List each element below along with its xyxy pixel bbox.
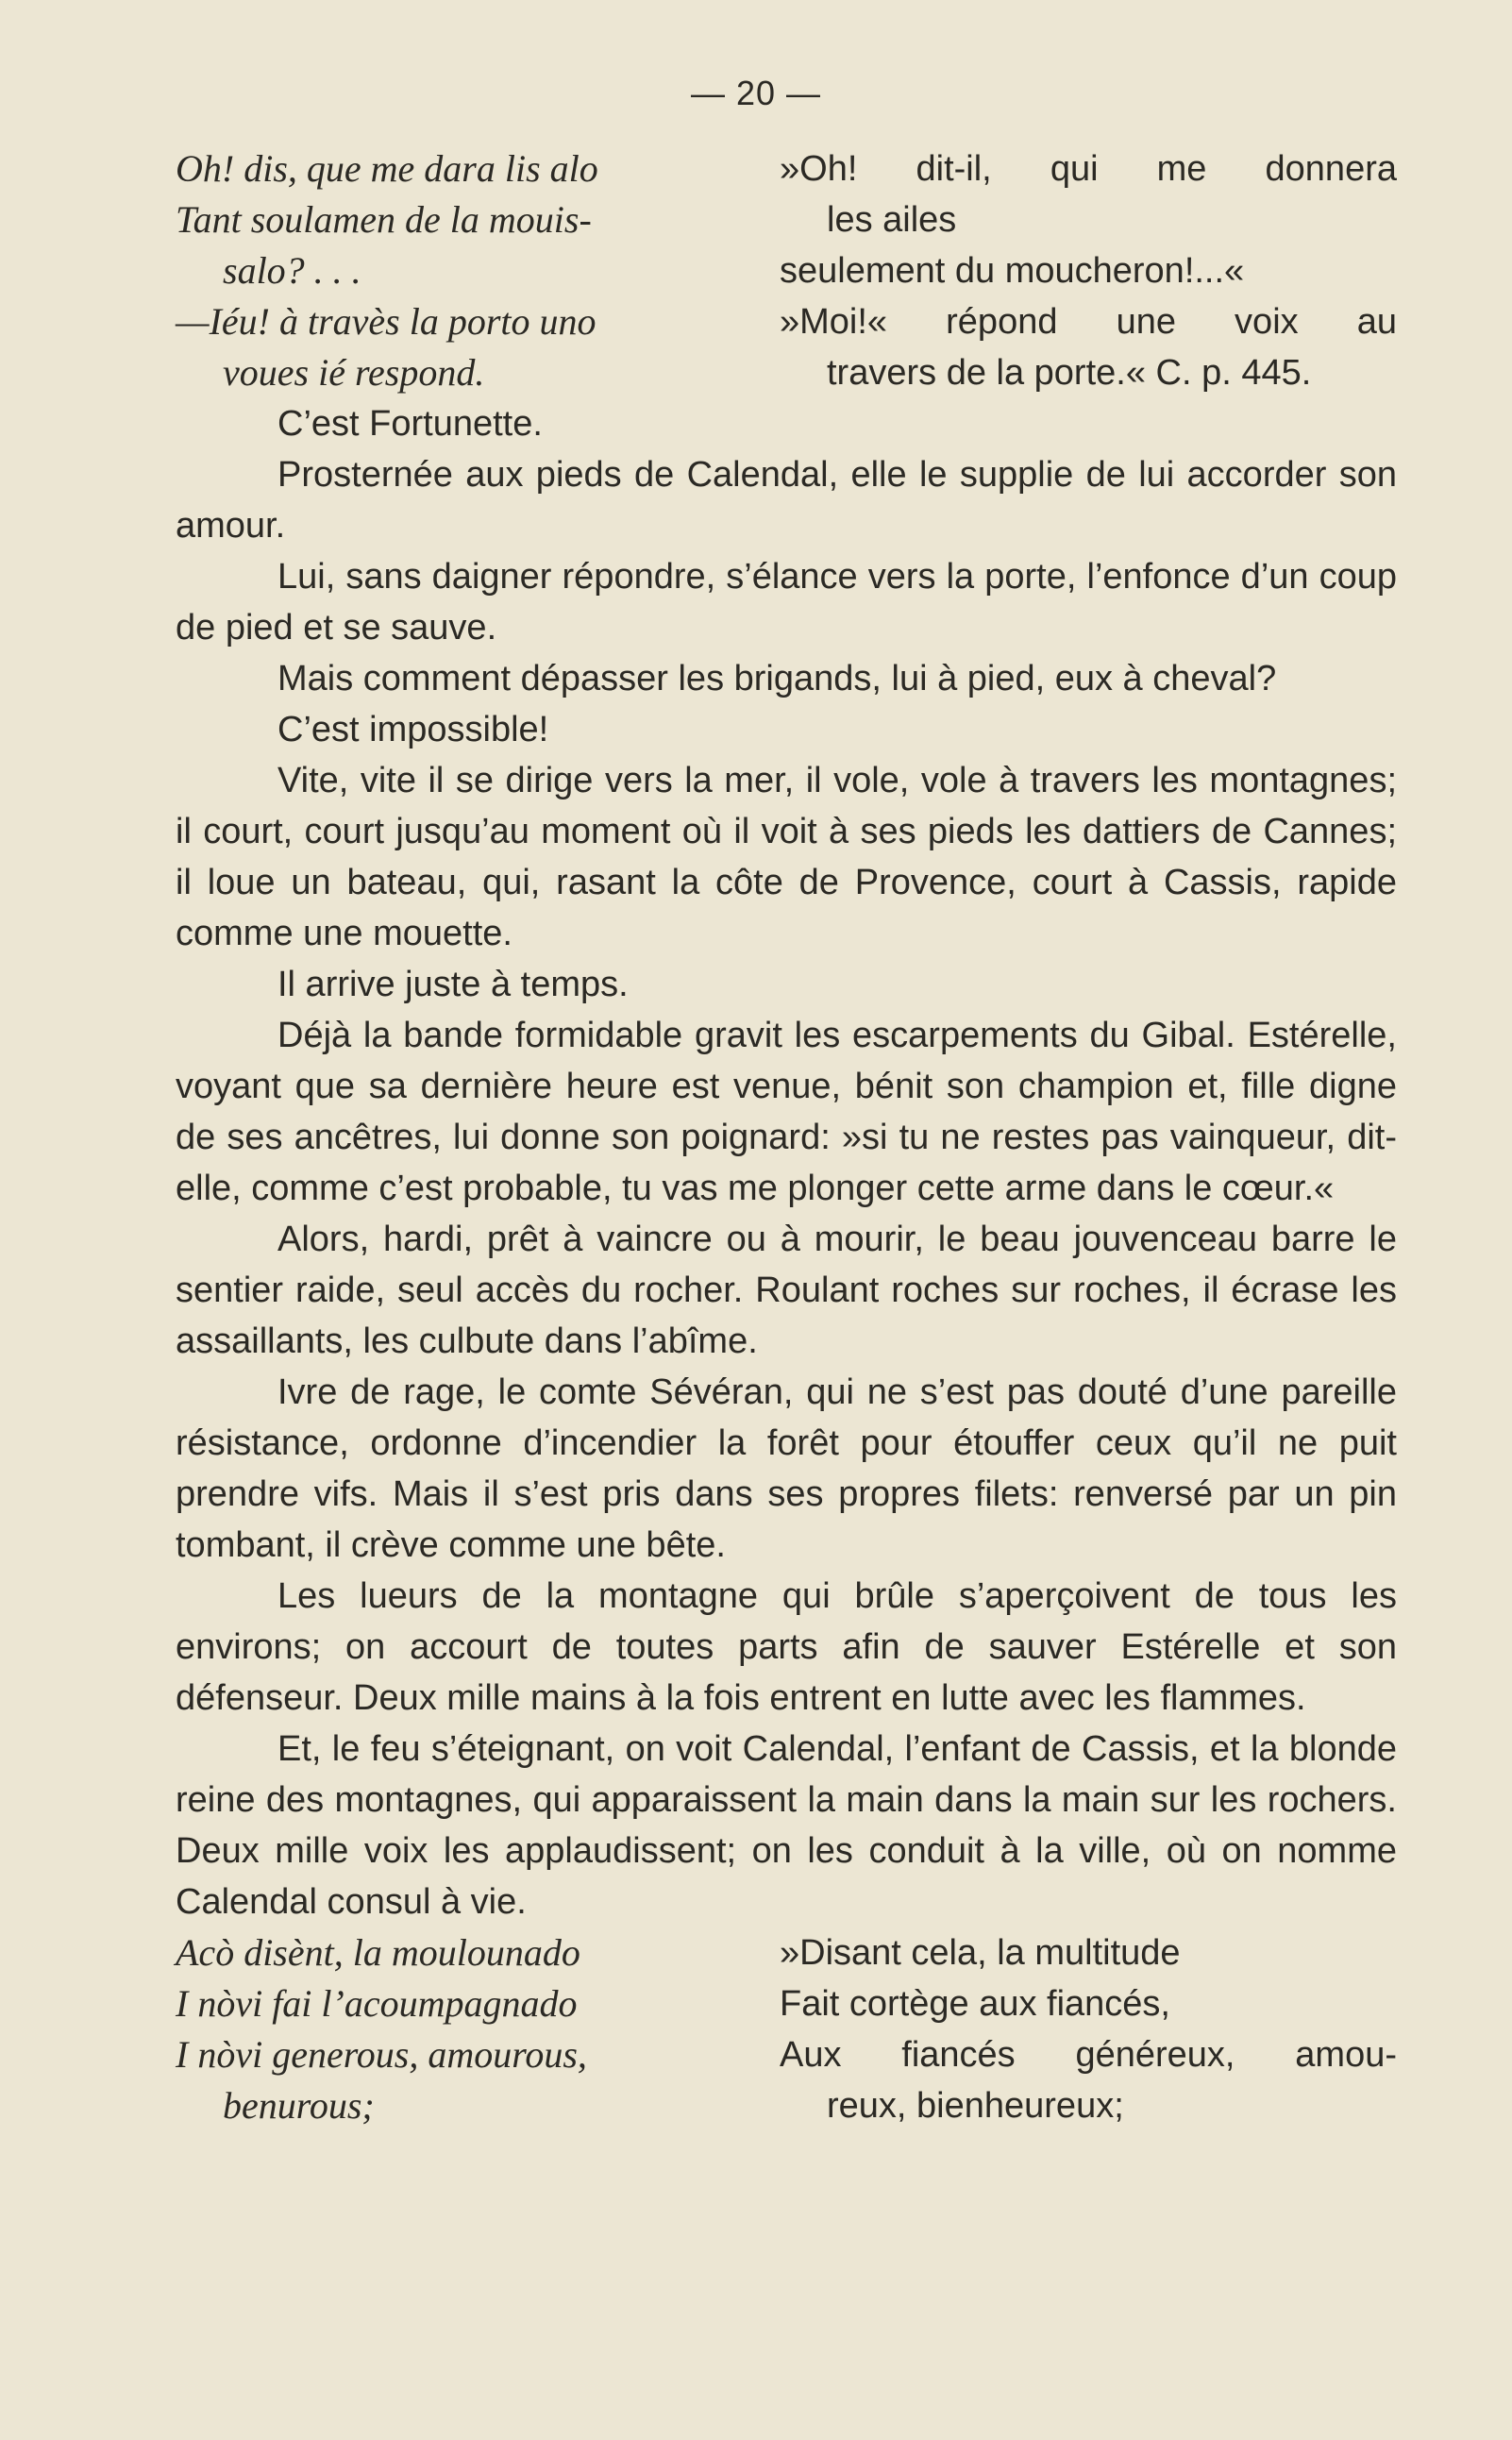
occitan-line: I nòvi generous, amourous, <box>176 2033 587 2076</box>
french-line: »Moi!« répond une voix au <box>780 302 1397 342</box>
french-line: travers de la porte.« C. p. 445. <box>827 353 1312 393</box>
occitan-line: Tant soulamen de la mouis- <box>176 198 592 241</box>
paragraph: C’est impossible! <box>277 710 549 749</box>
french-line: reux, bienheureux; <box>827 2086 1124 2126</box>
french-line: »Oh! dit-il, qui me donnera <box>780 149 1397 189</box>
occitan-column <box>176 143 780 398</box>
prose <box>176 398 1397 1927</box>
paragraph: Ivre de rage, le comte Sévéran, qui ne s’est pas douté d’une pareille résistance, ordonne d’incendier la forêt pour étouffer ceux qu’il ne puit prendre vifs. Mais il s’est pris dans ses propres filets: renversé par un pin tombant, il crève comme une bête. <box>176 1372 1397 1565</box>
paragraph: Et, le feu s’éteignant, on voit Calendal, l’enfant de Cassis, et la blonde reine des montagnes, qui apparaissent la main dans la main sur les rochers. Deux mille voix les applaudissent; on les conduit à la ville, où on nomme Calendal consul à vie. <box>176 1729 1397 1922</box>
occitan-line: benurous; <box>223 2084 375 2127</box>
french-line: Fait cortège aux fiancés, <box>780 1984 1170 2024</box>
paragraph: C’est Fortunette. <box>277 404 543 444</box>
occitan-line: —Iéu! à travès la porto uno <box>176 300 596 343</box>
occitan-line: salo? . . . <box>223 249 361 292</box>
paragraph: Vite, vite il se dirige vers la mer, il vole, vole à travers les montagnes; il court, court jusqu’au moment où il voit à ses pieds les dattiers de Cannes; il loue un bateau, qui, rasant la côte de Provence, court à Cassis, rapide comme une mouette. <box>176 761 1397 953</box>
paragraph: Prosternée aux pieds de Calendal, elle le supplie de lui accorder son amour. <box>176 455 1397 546</box>
french-column <box>780 1927 1397 2131</box>
french-line: les ailes <box>827 200 957 240</box>
french-column <box>780 143 1397 398</box>
occitan-line: Oh! dis, que me dara lis alo <box>176 147 598 190</box>
occitan-column <box>176 1927 780 2131</box>
paragraph: Les lueurs de la montagne qui brûle s’aperçoivent de tous les environs; on accourt de toutes parts afin de sauver Estérelle et son défenseur. Deux mille mains à la fois entrent en lutte avec les flammes. <box>176 1576 1397 1718</box>
occitan-line: I nòvi fai l’acoumpagnado <box>176 1982 578 2025</box>
paragraph: Alors, hardi, prêt à vaincre ou à mourir, le beau jouvenceau barre le sentier raide, seul accès du rocher. Roulant roches sur roches, il écrase les assaillants, les culbute dans l’abîme. <box>176 1220 1397 1361</box>
paragraph: Mais comment dépasser les brigands, lui à pied, eux à cheval? <box>277 659 1277 698</box>
page-number: — 20 — <box>690 74 822 112</box>
french-line: »Disant cela, la multitude <box>780 1933 1181 1973</box>
text-block <box>176 143 1397 2131</box>
verse-bottom <box>176 1927 1397 2131</box>
paragraph: Lui, sans daigner répondre, s’élance vers la porte, l’enfonce d’un coup de pied et se sauve. <box>176 557 1397 648</box>
verse-top <box>176 143 1397 398</box>
paragraph: Déjà la bande formidable gravit les escarpements du Gibal. Estérelle, voyant que sa dernière heure est venue, bénit son champion et, fille digne de ses ancêtres, lui donne son poignard: »si tu ne restes pas vainqueur, dit-elle, comme c’est probable, tu vas me plonger cette arme dans le cœur.« <box>176 1016 1397 1208</box>
french-line: seulement du moucheron!...« <box>780 251 1245 291</box>
french-line: Aux fiancés généreux, amou- <box>780 2035 1397 2075</box>
occitan-line: Acò disènt, la moulounado <box>176 1931 580 1974</box>
occitan-line: voues ié respond. <box>223 351 485 394</box>
paragraph: Il arrive juste à temps. <box>277 965 629 1004</box>
